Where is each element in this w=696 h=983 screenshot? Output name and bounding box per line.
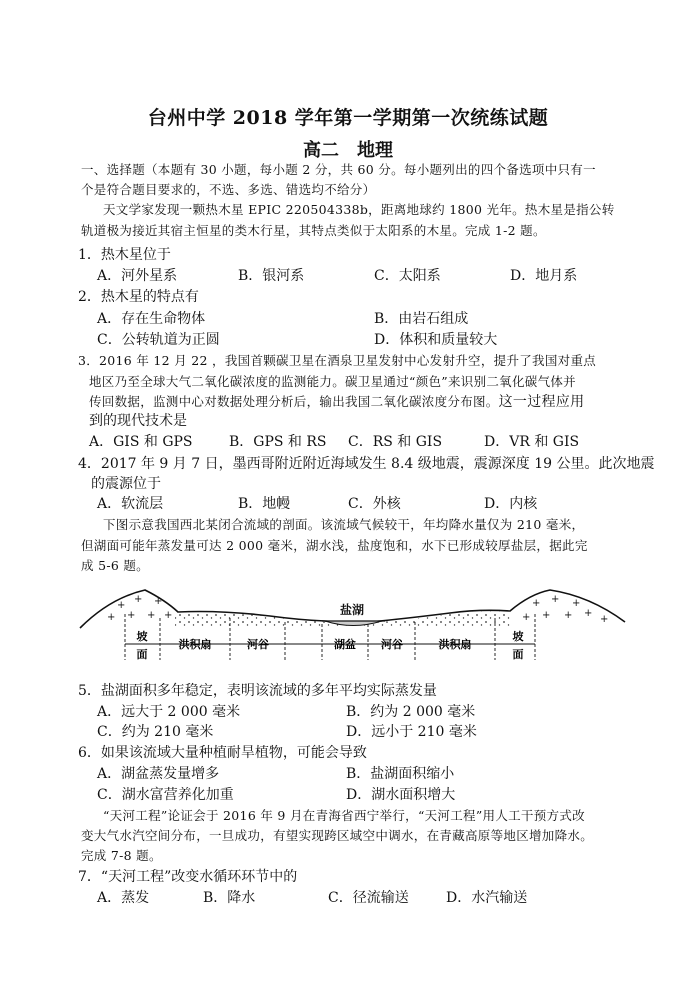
- svg-text:+: +: [532, 598, 541, 609]
- q4-option-d: D．内核: [484, 496, 538, 512]
- exam-subtitle: 高二 地理: [303, 140, 393, 161]
- section-instruction-line1: 一、选择题（本题有 30 小题，每小题 2 分，共 60 分。每小题列出的四个备选项中只有一: [81, 162, 596, 177]
- svg-text:+: +: [600, 614, 609, 625]
- q7-stem: 7．“天河工程”改变水循环环节中的: [78, 869, 298, 885]
- q2-stem: 2．热木星的特点有: [78, 289, 199, 305]
- passage3-line3: 完成 7-8 题。: [81, 848, 162, 863]
- q6-option-c: C．湖水富营养化加重: [97, 787, 234, 803]
- svg-text:+: +: [522, 612, 531, 623]
- q2-option-c: C．公转轨道为正圆: [97, 332, 220, 348]
- passage3-line1: “天河工程”论证会于 2016 年 9 月在青海省西宁举行，“天河工程”用人工干预方式改: [103, 808, 585, 823]
- q4-line1: 4．2017 年 9 月 7 日，墨西哥附近附近海域发生 8.4 级地震，震源深度 19 公里。此次地震: [78, 456, 655, 472]
- q3-line3a: 传回数据，监测中心对数据处理分析后，输出我国二氧化碳浓度分布图。: [89, 394, 499, 409]
- q3-option-a: A．GIS 和 GPS: [89, 434, 193, 450]
- q5-option-d: D．远小于 210 毫米: [346, 724, 477, 740]
- q1-option-a: A．河外星系: [97, 268, 178, 284]
- q4-option-c: C．外核: [348, 496, 401, 512]
- segment-label-valley-left: 河谷: [247, 638, 269, 651]
- q1-stem: 1．热木星位于: [78, 247, 171, 263]
- svg-text:+: +: [542, 610, 551, 621]
- svg-text:+: +: [154, 596, 163, 607]
- segment-label-valley-right: 河谷: [381, 638, 403, 651]
- svg-text:+: +: [584, 608, 593, 619]
- q5-option-a: A．远大于 2 000 毫米: [97, 704, 241, 720]
- q1-option-c: C．太阳系: [374, 268, 441, 284]
- segment-label-slope-left-1: 坡: [136, 630, 148, 643]
- q2-option-b: B．由岩石组成: [374, 311, 469, 327]
- segment-label-fan-left: 洪积扇: [178, 638, 212, 651]
- q2-option-d: D．体积和质量较大: [374, 332, 498, 348]
- q6-stem: 6．如果该流域大量种植耐旱植物，可能会导致: [78, 745, 367, 761]
- q6-option-b: B．盐湖面积缩小: [346, 766, 455, 782]
- segment-label-fan-right: 洪积扇: [438, 638, 472, 651]
- svg-text:+: +: [551, 594, 560, 605]
- salt-lake-label: 盐湖: [340, 603, 365, 617]
- svg-text:+: +: [147, 610, 156, 621]
- segment-label-slope-left-2: 面: [136, 648, 148, 661]
- q4-line2: 的震源位于: [91, 476, 161, 492]
- svg-text:+: +: [564, 610, 573, 621]
- passage1-line1: 天文学家发现一颗热木星 EPIC 220504338b，距离地球约 1800 光年。热木星是指公转: [103, 202, 615, 217]
- segment-label-slope-right-1: 坡: [512, 630, 524, 643]
- q7-option-a: A．蒸发: [97, 890, 150, 906]
- svg-text:+: +: [164, 610, 173, 621]
- section-instruction-line2: 个是符合题目要求的，不选、多选、错选均不给分）: [81, 182, 376, 197]
- q5-option-c: C．约为 210 毫米: [97, 724, 214, 740]
- q2-option-a: A．存在生命物体: [97, 311, 206, 327]
- q7-option-c: C．径流输送: [328, 890, 409, 906]
- q4-option-a: A．软流层: [97, 496, 164, 512]
- exam-title: 台州中学 2018 学年第一学期第一次统练试题: [147, 107, 549, 129]
- q6-option-d: D．湖水面积增大: [346, 787, 456, 803]
- q3-line3b: 这一过程应用: [498, 394, 585, 410]
- q1-option-b: B．银河系: [238, 268, 305, 284]
- passage3-line2: 变大气水汽空间分布，一旦成功，有望实现跨区域空中调水，在青藏高原等地区增加降水。: [81, 828, 594, 843]
- q3-line3: [89, 392, 584, 412]
- q5-stem: 5．盐湖面积多年稳定，表明该流域的多年平均实际蒸发量: [78, 683, 437, 699]
- passage2-line2: 但湖面可能年蒸发量可达 2 000 毫米，湖水浅，盐度饱和，水下已形成较厚盐层，据此完: [81, 538, 588, 553]
- svg-text:+: +: [127, 610, 136, 621]
- q3-line2: 地区乃至全球大气二氧化碳浓度的监测能力。碳卫星通过“颜色”来识别二氧化碳气体并: [89, 374, 576, 389]
- q7-option-d: D．水汽输送: [446, 890, 528, 906]
- svg-text:+: +: [134, 594, 143, 605]
- svg-text:+: +: [572, 598, 581, 609]
- q3-line1: 3．2016 年 12 月 22 ，我国首颗碳卫星在酒泉卫星发射中心发射升空，提升了我国对重点: [78, 353, 597, 368]
- q4-option-b: B．地幔: [238, 496, 291, 512]
- q1-option-d: D．地月系: [510, 268, 578, 284]
- basin-cross-section-diagram: [70, 578, 640, 678]
- segment-label-lake-basin: 湖盆: [334, 638, 356, 651]
- q7-option-b: B．降水: [203, 890, 256, 906]
- segment-label-slope-right-2: 面: [512, 648, 524, 661]
- svg-text:+: +: [117, 600, 126, 611]
- passage2-line1: 下图示意我国西北某闭合流域的剖面。该流域气候较干，年均降水量仅为 210 毫米，: [103, 517, 585, 532]
- q6-option-a: A．湖盆蒸发量增多: [97, 766, 220, 782]
- q3-option-b: B．GPS 和 RS: [229, 434, 327, 450]
- q3-option-c: C．RS 和 GIS: [348, 434, 443, 450]
- q3-option-d: D．VR 和 GIS: [484, 434, 580, 450]
- passage1-line2: 轨道极为接近其宿主恒星的类木行星，其特点类似于太阳系的木星。完成 1-2 题。: [81, 223, 546, 238]
- svg-text:+: +: [107, 612, 116, 623]
- q5-option-b: B．约为 2 000 毫米: [346, 704, 476, 720]
- passage2-line3: 成 5-6 题。: [81, 558, 149, 573]
- q3-line4: 到的现代技术是: [89, 413, 187, 429]
